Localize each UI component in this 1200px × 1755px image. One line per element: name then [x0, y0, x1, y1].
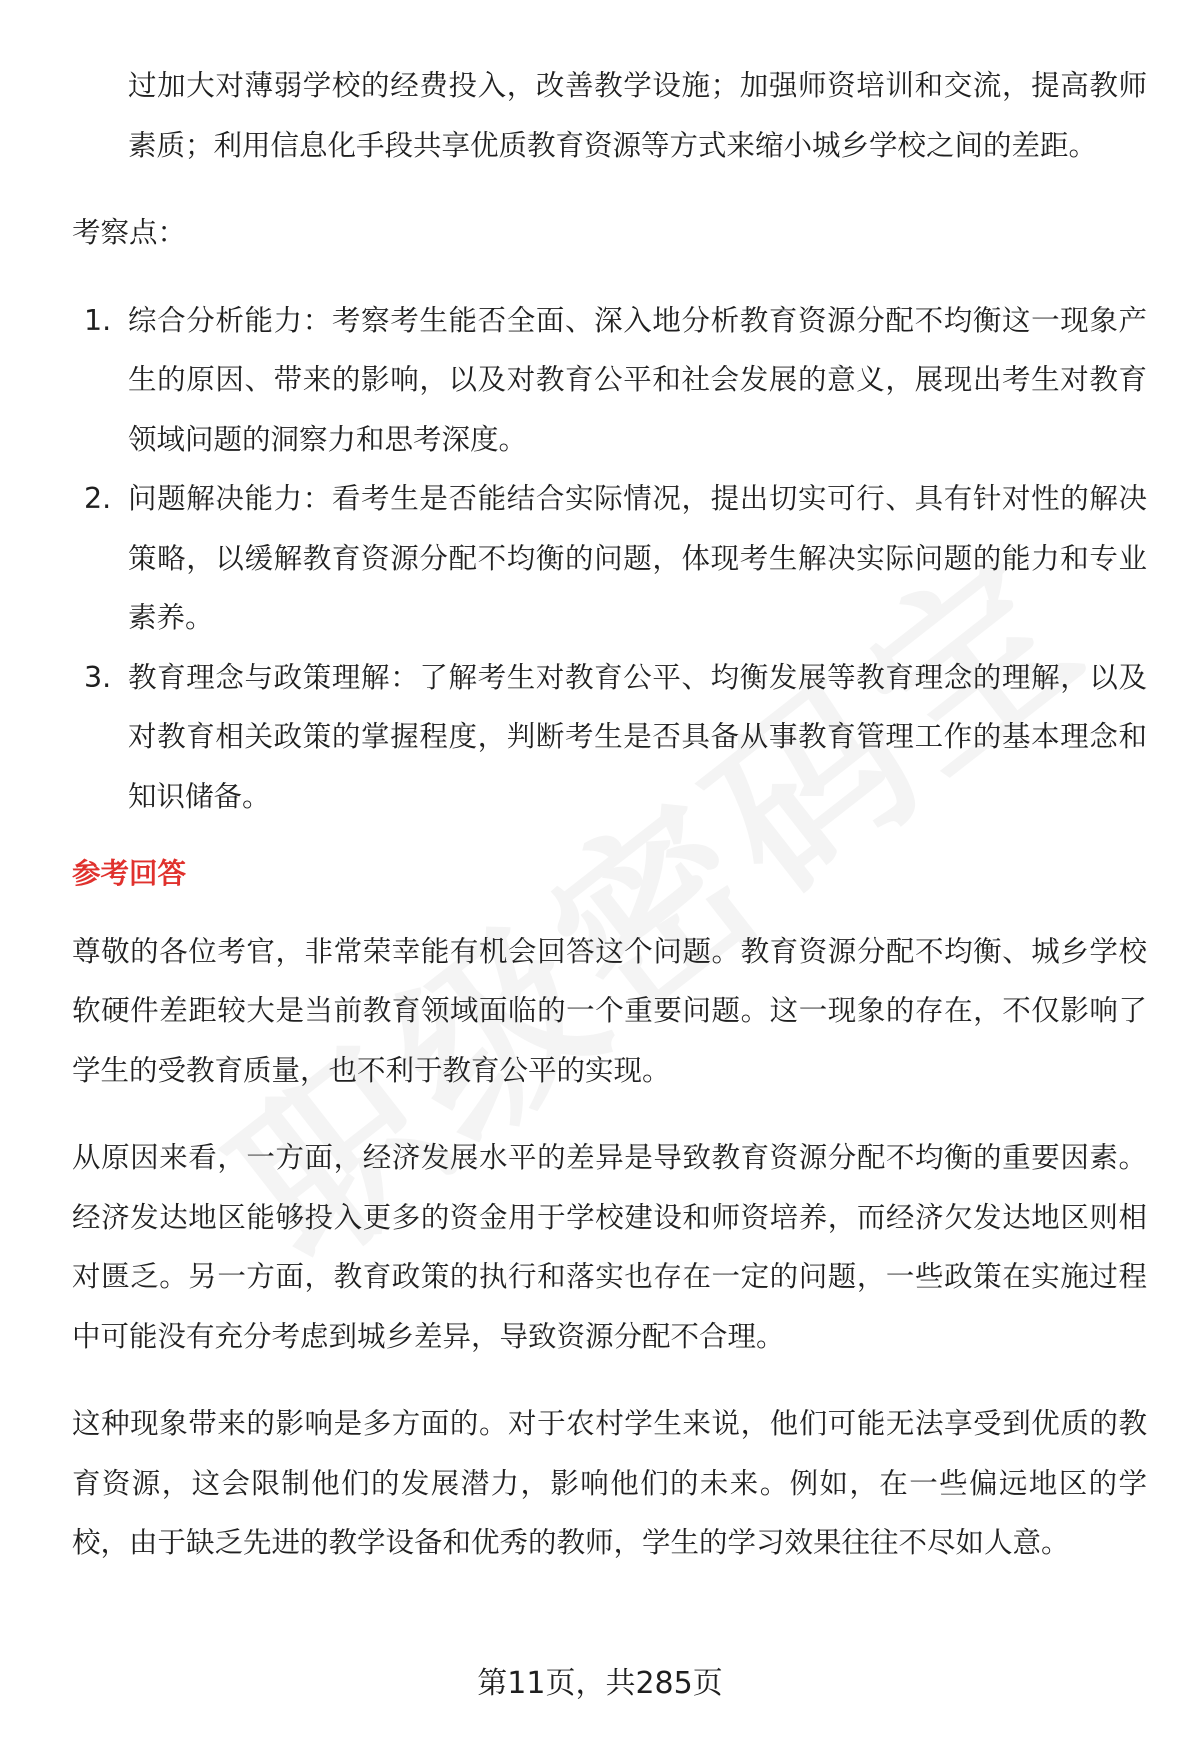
list-item: [72, 291, 1147, 470]
list-item-number: 3.: [84, 660, 112, 694]
list-item-text: 综合分析能力：考察考生能否全面、深入地分析教育资源分配不均衡这一现象产生的原因、带来的影响，以及对教育公平和社会发展的意义，展现出考生对教育领域问题的洞察力和思考深度。: [128, 303, 1147, 456]
exam-points-heading: 考察点：: [72, 216, 187, 249]
answer-paragraph-3: 这种现象带来的影响是多方面的。对于农村学生来说，他们可能无法享受到优质的教育资源，这会限制他们的发展潜力，影响他们的未来。例如，在一些偏远地区的学校，由于缺乏先进的教学设备和优秀的教师，学生的学习效果往往不尽如人意。: [72, 1407, 1147, 1559]
list-item-text: 问题解决能力：看考生是否能结合实际情况，提出切实可行、具有针对性的解决策略，以缓解教育资源分配不均衡的问题，体现考生解决实际问题的能力和专业素养。: [128, 482, 1147, 634]
answer-heading: 参考回答: [72, 857, 187, 890]
exam-points-list: [72, 291, 1147, 827]
page-number-footer: 第11页，共285页: [477, 1666, 723, 1701]
document-content: [72, 56, 1147, 1573]
list-item: [72, 648, 1147, 827]
list-item-number: 2.: [84, 482, 112, 515]
answer-paragraph-2: 从原因来看，一方面，经济发展水平的差异是导致教育资源分配不均衡的重要因素。经济发达地区能够投入更多的资金用于学校建设和师资培养，而经济欠发达地区则相对匮乏。另一方面，教育政策的执行和落实也存在一定的问题，一些政策在实施过程中可能没有充分考虑到城乡差异，导致资源分配不合理。: [72, 1141, 1147, 1353]
list-item-number: 1.: [84, 303, 112, 337]
continuation-paragraph: 过加大对薄弱学校的经费投入，改善教学设施；加强师资培训和交流，提高教师素质；利用信息化手段共享优质教育资源等方式来缩小城乡学校之间的差距。: [128, 69, 1147, 162]
list-item-text: 教育理念与政策理解：了解考生对教育公平、均衡发展等教育理念的理解，以及对教育相关政策的掌握程度，判断考生是否具备从事教育管理工作的基本理念和知识储备。: [128, 660, 1147, 813]
list-item: [72, 469, 1147, 648]
answer-paragraph-1: 尊敬的各位考官，非常荣幸能有机会回答这个问题。教育资源分配不均衡、城乡学校软硬件差距较大是当前教育领域面临的一个重要问题。这一现象的存在，不仅影响了学生的受教育质量，也不利于教育公平的实现。: [72, 934, 1147, 1087]
